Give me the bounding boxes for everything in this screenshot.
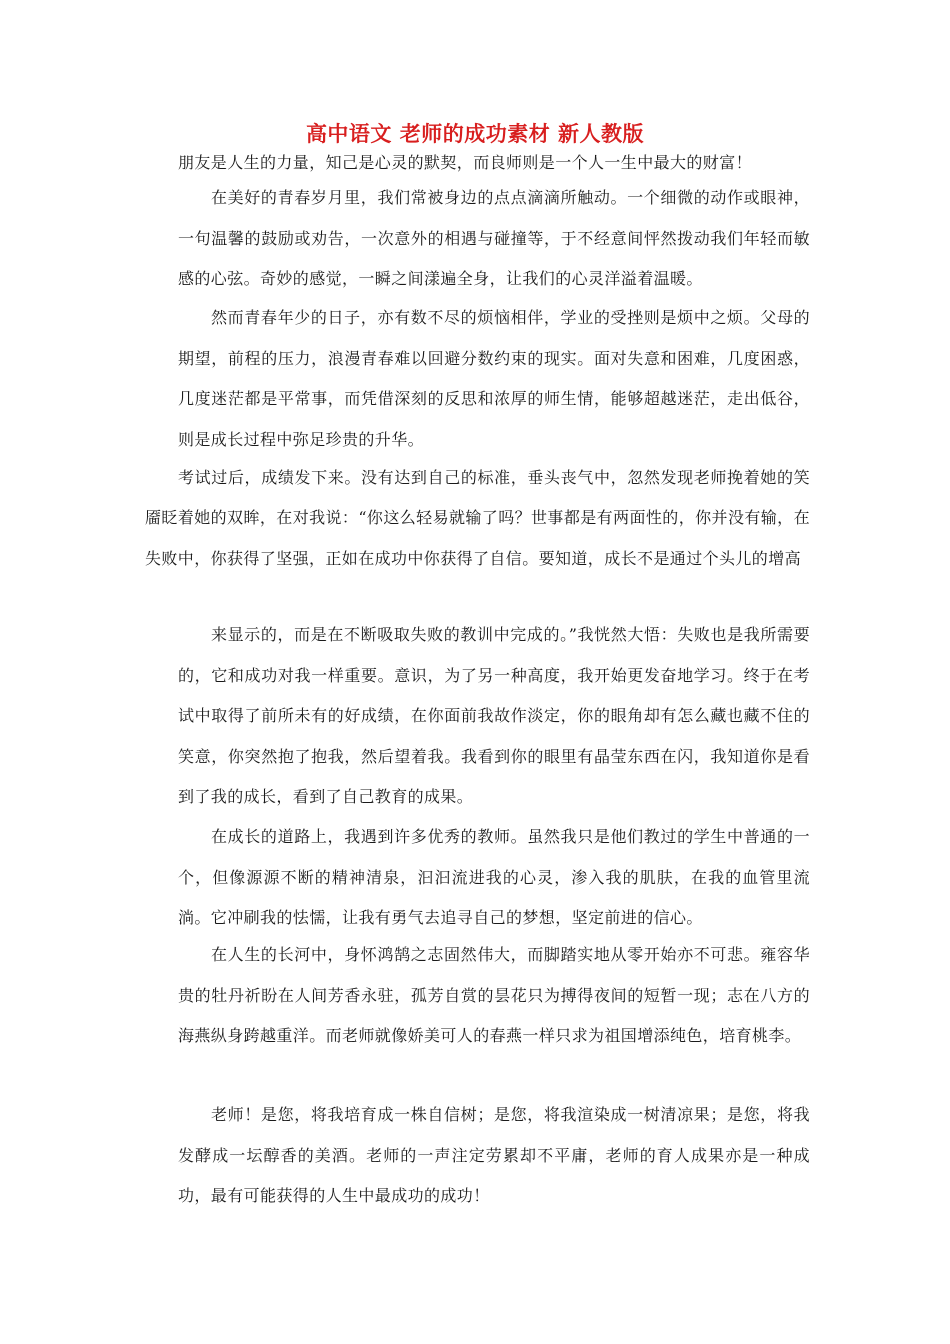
paragraph-3: 然而青春年少的日子，亦有数不尽的烦恼相伴，学业的受挫则是烦中之烦。父母的期望，前程的压力，浪漫青春难以回避分数约束的现实。面对失意和困难，几度困惑，几度迷茫都是平常事，而凭借深刻的反思和浓厚的师生情，能够超越迷茫，走出低谷，则是成长过程中弥足珍贵的升华。 (178, 308, 810, 449)
paragraph-2: 在美好的青春岁月里，我们常被身边的点点滴滴所触动。一个细微的动作或眼神，一句温馨的鼓励或劝告，一次意外的相遇与碰撞等，于不经意间怦然拨动我们年轻而敏感的心弦。奇妙的感觉，一瞬之间漾遍全身，让我们的心灵洋溢着温暖。 (178, 188, 810, 288)
paragraph-4: 考试过后，成绩发下来。没有达到自己的标准，垂头丧气中，忽然发现老师挽着她的笑靥眨着她的双眸，在对我说：“你这么轻易就输了吗？世事都是有两面性的，你并没有输，在失败中，你获得了坚强，正如在成功中你获得了自信。要知道，成长不是通过个头儿的增高 (145, 468, 810, 568)
paragraph-1: 朋友是人生的力量，知己是心灵的默契，而良师则是一个人一生中最大的财富！ (178, 153, 753, 172)
paragraph-6: 在成长的道路上，我遇到许多优秀的教师。虽然我只是他们教过的学生中普通的一个，但像源源不断的精神清泉，汩汩流进我的心灵，渗入我的肌肤，在我的血管里流淌。它冲刷我的怯懦，让我有勇气去追寻自己的梦想，坚定前进的信心。 (178, 827, 810, 927)
paragraph-7: 在人生的长河中，身怀鸿鹄之志固然伟大，而脚踏实地从零开始亦不可悲。雍容华贵的牡丹祈盼在人间芳香永驻，孤芳自赏的昙花只为搏得夜间的短暂一现；志在八方的海燕纵身跨越重洋。而老师就像娇美可人的春燕一样只求为祖国增添纯色，培育桃李。 (178, 945, 810, 1045)
paragraph-5: 来显示的，而是在不断吸取失败的教训中完成的。”我恍然大悟：失败也是我所需要的，它和成功对我一样重要。意识，为了另一种高度，我开始更发奋地学习。终于在考试中取得了前所未有的好成绩，在你面前我故作淡定，你的眼角却有怎么藏也藏不住的笑意，你突然抱了抱我，然后望着我。我看到你的眼里有晶莹东西在闪，我知道你是看到了我的成长，看到了自己教育的成果。 (178, 625, 810, 806)
paragraph-8: 老师！是您，将我培育成一株自信树；是您，将我渲染成一树清凉果；是您，将我发酵成一坛醇香的美酒。老师的一声注定劳累却不平庸，老师的育人成果亦是一种成功，最有可能获得的人生中最成功的成功！ (178, 1105, 810, 1205)
document-title: 高中语文 老师的成功素材 新人教版 (305, 122, 645, 146)
